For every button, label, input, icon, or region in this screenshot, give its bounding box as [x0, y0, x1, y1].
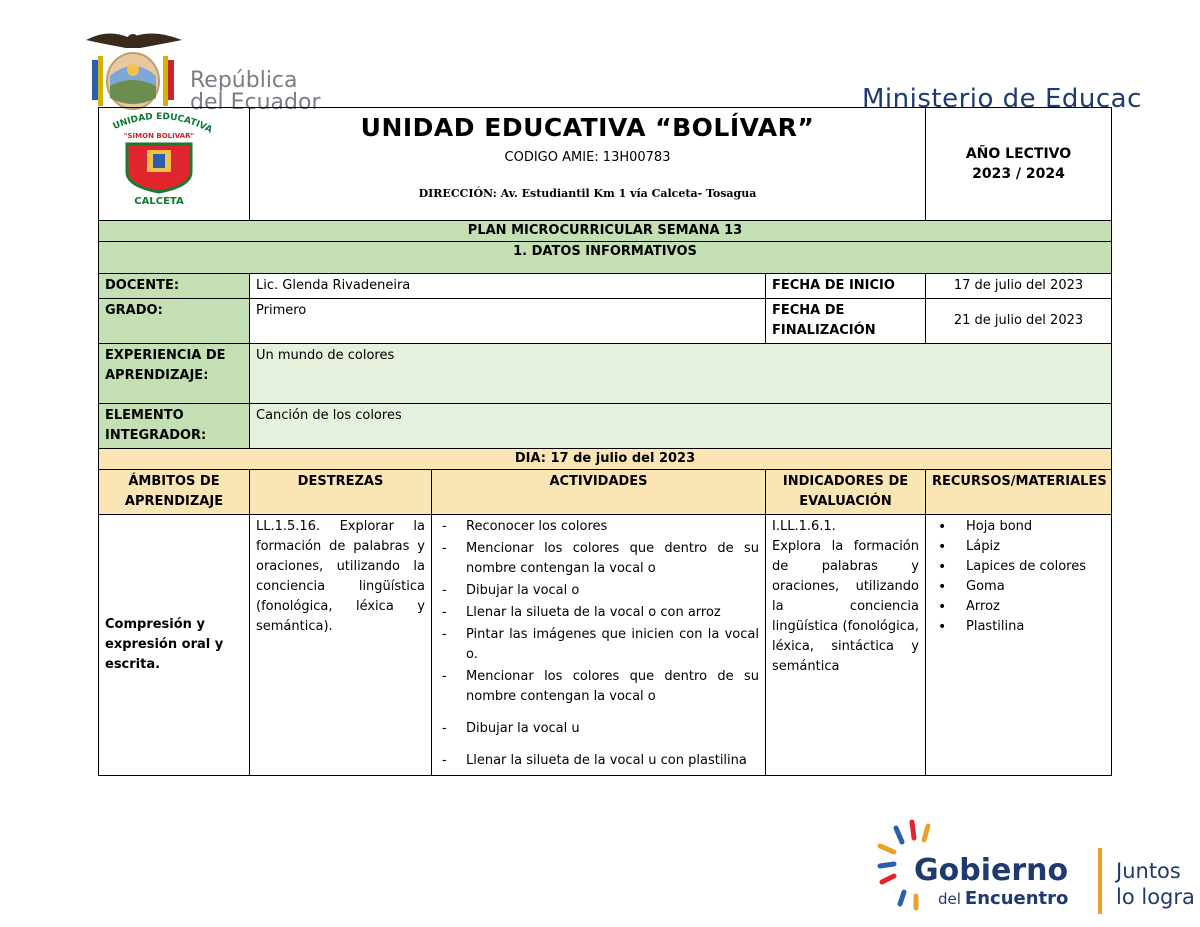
- col-indicadores: INDICADORES DE EVALUACIÓN: [766, 470, 926, 515]
- section-title: 1. DATOS INFORMATIVOS: [99, 242, 1112, 274]
- fecha-fin-value: 21 de julio del 2023: [926, 299, 1112, 344]
- day-title-row: [99, 449, 1112, 470]
- list-item: - Dibujar la vocal o: [438, 581, 759, 601]
- list-item: • Lápiz: [932, 537, 1105, 557]
- gobierno-encuentro-logo: [876, 818, 1200, 918]
- list-item: • Plastilina: [932, 617, 1105, 637]
- indicador-cell: [766, 515, 926, 776]
- list-item: - Pintar las imágenes que inicien con la vocal o.: [438, 625, 759, 665]
- fecha-inicio-value: 17 de julio del 2023: [926, 274, 1112, 299]
- list-item: • Arroz: [932, 597, 1105, 617]
- school-title: UNIDAD EDUCATIVA “BOLÍVAR”: [360, 113, 815, 142]
- elemento-label: ELEMENTO INTEGRADOR:: [99, 404, 250, 449]
- content-row: [99, 515, 1112, 776]
- experiencia-label: EXPERIENCIA DE APRENDIZAJE:: [99, 344, 250, 404]
- col-recursos: RECURSOS/MATERIALES: [926, 470, 1112, 515]
- list-item: - Llenar la silueta de la vocal u con plastilina: [438, 751, 759, 771]
- actividades-cell: [432, 515, 766, 776]
- gobierno-word: Gobierno: [914, 853, 1069, 888]
- column-header-row: [99, 470, 1112, 515]
- grado-row: [99, 299, 1112, 344]
- fecha-inicio-label: FECHA DE INICIO: [766, 274, 926, 299]
- republica-line1: República: [190, 68, 298, 93]
- recursos-list: [932, 517, 1105, 637]
- school-year-value: 2023 / 2024: [972, 166, 1065, 182]
- day-title: DIA: 17 de julio del 2023: [99, 449, 1112, 470]
- plan-title-row: [99, 221, 1112, 242]
- republica-line2: del Ecuador: [190, 90, 321, 115]
- actividades-list: [438, 517, 759, 771]
- school-logo-cell: [99, 108, 250, 221]
- amie-code: CODIGO AMIE: 13H00783: [504, 150, 671, 165]
- col-destrezas: DESTREZAS: [250, 470, 432, 515]
- divider: [1098, 848, 1102, 914]
- school-logo-icon: [99, 108, 219, 208]
- grado-value: Primero: [250, 299, 766, 344]
- list-item: • Lapices de colores: [932, 557, 1105, 577]
- list-item: - Dibujar la vocal u: [438, 719, 759, 739]
- docente-row: [99, 274, 1112, 299]
- coat-of-arms-icon: [78, 26, 188, 116]
- grado-label: GRADO:: [99, 299, 250, 344]
- destreza-text: Explorar la formación de palabras y oraciones, utilizando la conciencia lingüística (fonológica, léxica y semántica).: [256, 519, 425, 634]
- ambito-cell: Compresión y expresión oral y escrita.: [99, 515, 250, 776]
- svg-text:UNIDAD EDUCATIVA: UNIDAD EDUCATIVA: [111, 111, 214, 136]
- elemento-row: [99, 404, 1112, 449]
- list-item: • Hoja bond: [932, 517, 1105, 537]
- svg-text:"SIMON BOLIVAR": "SIMON BOLIVAR": [123, 132, 195, 140]
- gobierno-del: del: [938, 890, 961, 908]
- republica-ecuador-logo: [78, 26, 348, 116]
- school-address: DIRECCIÓN: Av. Estudiantil Km 1 vía Calceta- Tosagua: [418, 187, 757, 200]
- list-item: - Mencionar los colores que dentro de su nombre contengan la vocal o: [438, 667, 759, 707]
- svg-text:CALCETA: CALCETA: [134, 196, 184, 207]
- list-item: • Goma: [932, 577, 1105, 597]
- juntos-line1: Juntos: [1116, 859, 1181, 883]
- juntos-line2: lo logra: [1116, 885, 1195, 909]
- school-title-cell: [250, 108, 926, 221]
- section-title-row: [99, 242, 1112, 274]
- microcurricular-plan-table: [98, 107, 1112, 776]
- fecha-fin-label: FECHA DE FINALIZACIÓN: [766, 299, 926, 344]
- list-item: - Reconocer los colores: [438, 517, 759, 537]
- indicador-text: Explora la formación de palabras y oraciones, utilizando la conciencia lingüística (fonológica, léxica, sintáctica y semántica: [772, 539, 919, 674]
- destreza-cell: [250, 515, 432, 776]
- school-year-cell: [926, 108, 1112, 221]
- juntos-slogan: [1116, 858, 1195, 910]
- experiencia-row: [99, 344, 1112, 404]
- col-ambitos: ÁMBITOS DE APRENDIZAJE: [99, 470, 250, 515]
- experiencia-value: Un mundo de colores: [250, 344, 1112, 404]
- recursos-cell: [926, 515, 1112, 776]
- indicador-code: I.LL.1.6.1.: [772, 519, 836, 534]
- destreza-code: LL.1.5.16.: [256, 519, 321, 534]
- ministerio-educacion-logo: Ministerio de Educac: [862, 84, 1142, 114]
- docente-value: Lic. Glenda Rivadeneira: [250, 274, 766, 299]
- plan-title: PLAN MICROCURRICULAR SEMANA 13: [99, 221, 1112, 242]
- gobierno-subtitle: [938, 888, 1068, 909]
- docente-label: DOCENTE:: [99, 274, 250, 299]
- list-item: - Mencionar los colores que dentro de su nombre contengan la vocal o: [438, 539, 759, 579]
- elemento-value: Canción de los colores: [250, 404, 1112, 449]
- school-year-label: AÑO LECTIVO: [965, 146, 1072, 162]
- col-actividades: ACTIVIDADES: [432, 470, 766, 515]
- header-row: [99, 108, 1112, 221]
- gobierno-encuentro: Encuentro: [964, 888, 1069, 909]
- list-item: - Llenar la silueta de la vocal o con arroz: [438, 603, 759, 623]
